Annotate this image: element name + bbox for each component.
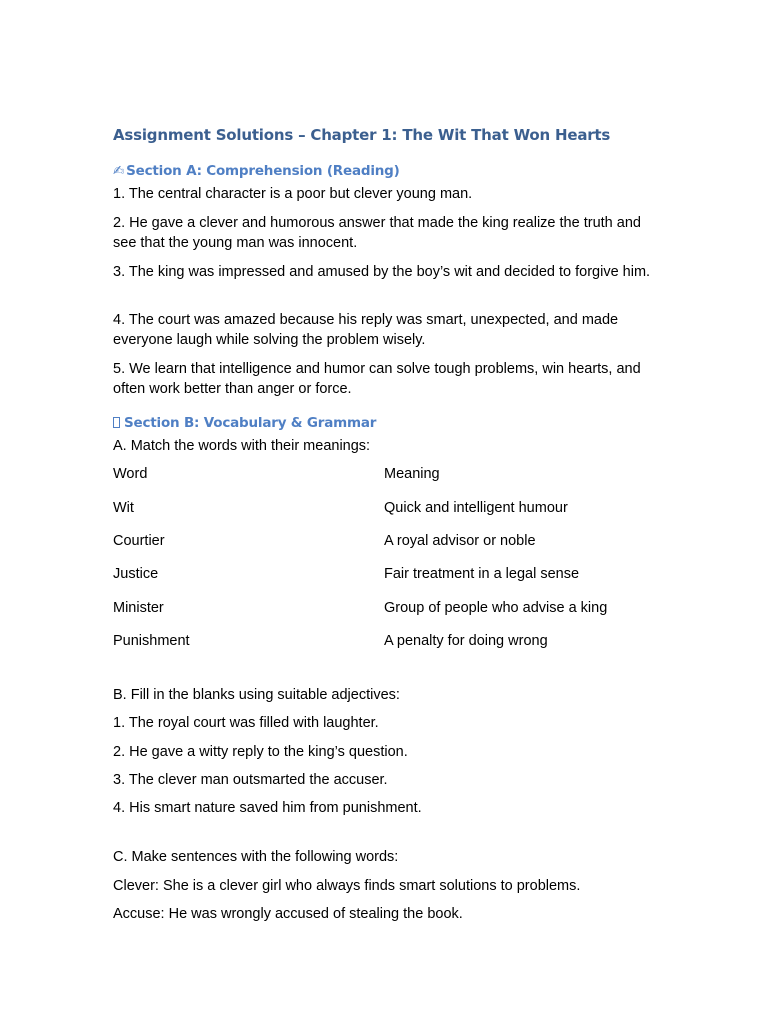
part-b-instruction: B. Fill in the blanks using suitable adjectives: (113, 687, 400, 703)
part-b-answer-3: 3. The clever man outsmarted the accuser. (113, 772, 388, 788)
vocab-word: Punishment (113, 633, 190, 649)
vocab-word: Minister (113, 600, 164, 616)
vocab-row (113, 531, 653, 551)
section-a-answer-1: 1. The central character is a poor but clever young man. (113, 186, 473, 202)
vocab-header-meaning: Meaning (384, 466, 440, 482)
vocab-row (113, 498, 653, 518)
section-b-heading (113, 415, 376, 431)
vocab-header-word: Word (113, 466, 148, 482)
part-a-instruction: A. Match the words with their meanings: (113, 438, 371, 454)
document-title: Assignment Solutions – Chapter 1: The Wit That Won Hearts (113, 126, 611, 144)
section-a-answer-4: 4. The court was amazed because his reply was smart, unexpected, and made everyone laugh while solving the problem wisely. (113, 312, 619, 348)
missing-glyph-box-icon (113, 417, 120, 428)
section-a-heading-text: Section A: Comprehension (Reading) (126, 163, 400, 179)
part-b-answer-1: 1. The royal court was filled with laughter. (113, 715, 379, 731)
writing-hand-icon: ✍ (113, 163, 125, 179)
vocab-row (113, 564, 653, 584)
section-a-answer-3: 3. The king was impressed and amused by the boy’s wit and decided to forgive him. (113, 264, 651, 280)
vocab-table-header (113, 464, 653, 484)
vocab-word: Courtier (113, 533, 165, 549)
vocab-row (113, 631, 653, 651)
vocab-meaning: Fair treatment in a legal sense (384, 566, 580, 582)
vocab-word: Wit (113, 500, 134, 516)
part-b-answer-4: 4. His smart nature saved him from punishment. (113, 800, 422, 816)
section-a-heading (113, 163, 400, 179)
part-b-answer-2: 2. He gave a witty reply to the king’s question. (113, 744, 408, 760)
section-a-answer-5: 5. We learn that intelligence and humor can solve tough problems, win hearts, and often work better than anger or force. (113, 361, 641, 397)
part-c-sentence-2: Accuse: He was wrongly accused of stealing the book. (113, 906, 463, 922)
part-c-sentence-1: Clever: She is a clever girl who always finds smart solutions to problems. (113, 878, 581, 894)
vocab-word: Justice (113, 566, 159, 582)
section-b-heading-text: Section B: Vocabulary & Grammar (124, 415, 377, 431)
vocab-meaning: Quick and intelligent humour (384, 500, 568, 516)
part-c-instruction: C. Make sentences with the following words: (113, 849, 399, 865)
section-a-answer-2: 2. He gave a clever and humorous answer that made the king realize the truth and see that the young man was innocent. (113, 215, 641, 251)
vocab-row (113, 598, 653, 618)
vocab-meaning: Group of people who advise a king (384, 600, 608, 616)
vocab-meaning: A penalty for doing wrong (384, 633, 548, 649)
vocab-meaning: A royal advisor or noble (384, 533, 536, 549)
